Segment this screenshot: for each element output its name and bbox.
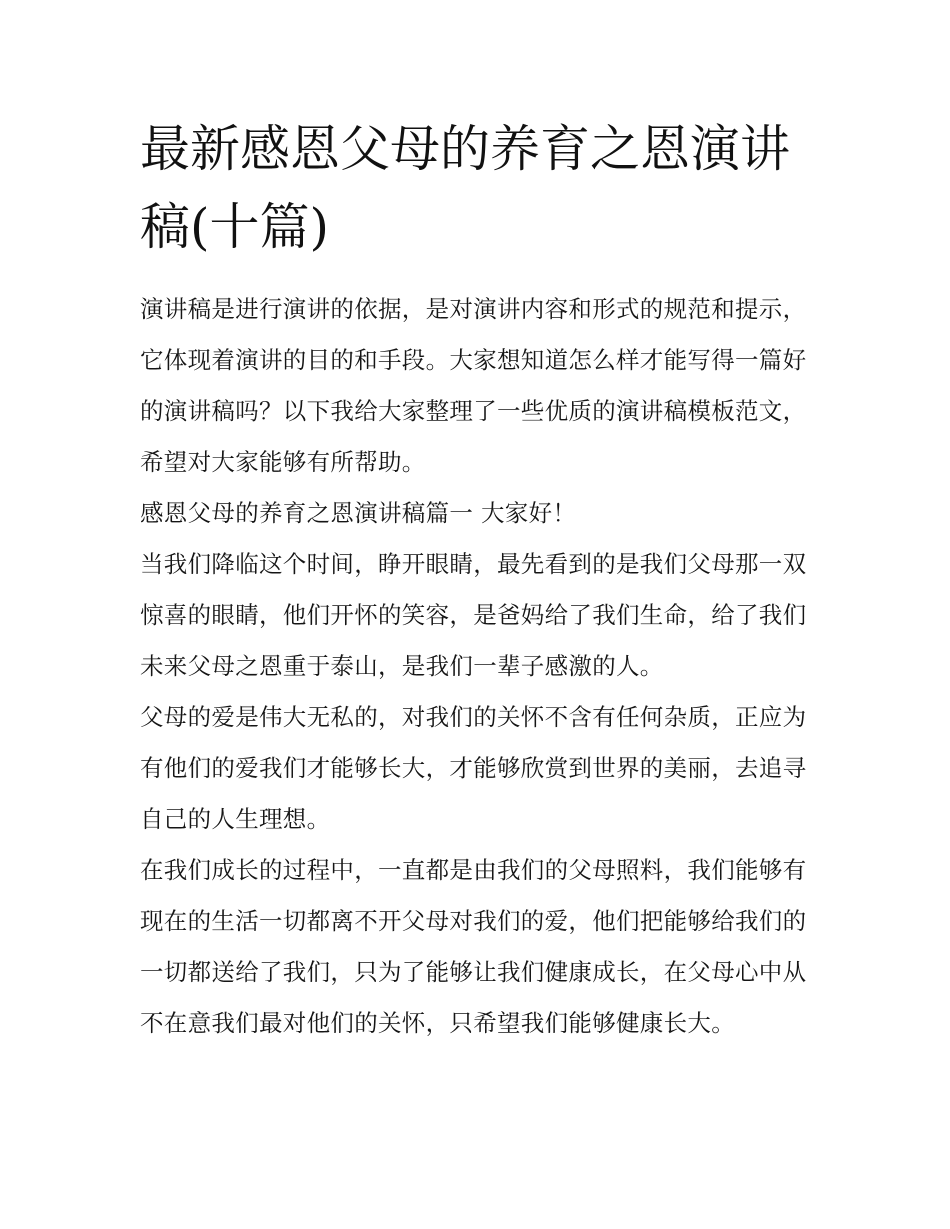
document-page bbox=[140, 110, 815, 1049]
paragraph-love: 父母的爱是伟大无私的，对我们的关怀不含有任何杂质，正应为有他们的爱我们才能够长大，才能够欣赏到世界的美丽，去追寻自己的人生理想。 bbox=[140, 703, 807, 833]
paragraph-section-heading: 感恩父母的养育之恩演讲稿篇一 大家好！ bbox=[140, 499, 577, 527]
paragraph-birth: 当我们降临这个时间，睁开眼睛，最先看到的是我们父母那一双惊喜的眼睛，他们开怀的笑容，是爸妈给了我们生命，给了我们未来父母之恩重于泰山，是我们一辈子感激的人。 bbox=[140, 550, 807, 680]
paragraph-growth: 在我们成长的过程中，一直都是由我们的父母照料，我们能够有现在的生活一切都离不开父母对我们的爱，他们把能够给我们的一切都送给了我们，只为了能够让我们健康成长，在父母心中从不在意我们最对他们的关怀，只希望我们能够健康长大。 bbox=[140, 856, 807, 1037]
paragraph-intro: 演讲稿是进行演讲的依据，是对演讲内容和形式的规范和提示，它体现着演讲的目的和手段。大家想知道怎么样才能写得一篇好的演讲稿吗？以下我给大家整理了一些优质的演讲稿模板范文，希望对大家能够有所帮助。 bbox=[140, 295, 807, 476]
document-title: 最新感恩父母的养育之恩演讲稿(十篇) bbox=[140, 120, 790, 256]
